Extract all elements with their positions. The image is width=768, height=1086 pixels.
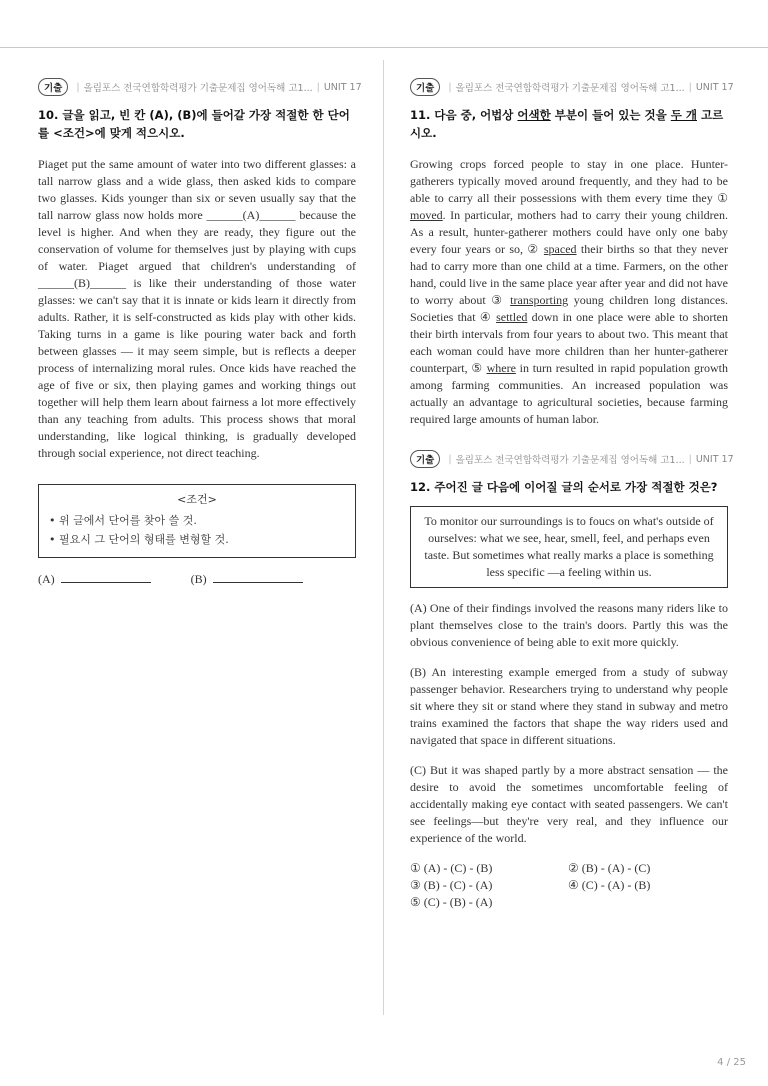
underlined-1: moved	[410, 208, 443, 222]
answer-a[interactable]: (A)	[38, 572, 151, 587]
given-text-box: To monitor our surroundings is to foucs on what's outside of ourselves: what we see, hear, smell, feel, and perhaps even taste. But sometimes what really marks a place is something less specific —a feeling within us.	[410, 506, 728, 588]
question-title: 11. 다음 중, 어법상 어색한 부분이 들어 있는 것을 두 개 고르시오.	[410, 108, 724, 140]
source-label: 올림포스 전국연합학력평가 기출문제집 영어독해 고1...	[83, 83, 313, 94]
unit-label: | UNIT 17	[688, 81, 734, 93]
exam-badge: 기출	[410, 78, 440, 96]
passage: Piaget put the same amount of water into two different glasses: a tall narrow glass and a wide glass, then asked kids to compare two glasses. Kids younger than six or seven usually say that the tall narrow glass now holds more ______(A)______ because the level is higher. And when they are ready, they figure out the conservation of volume for themselves just by playing with cups of water. Piaget argued that children's understanding of ______(B)______ is like their understanding of those water glasses: we can't say that it is innate or kids learn it directly from adults. Rather, it is self-constructed as kids play with other kids. Taking turns in a game is like pouring water back and forth between glasses — it may seem simple, but is reflects a deeper process of internalizing moral rules. Once kids have reached the age of five or six, then playing games and working things out together will help them learn about fairness a lot more effectively than any teaching from adults. This process shows that moral understanding, like logical thinking, is gradually developed through social experience, not direct teaching.	[38, 157, 356, 460]
condition-item: • 필요시 그 단어의 형태를 변형할 것.	[49, 533, 229, 546]
question-12	[410, 450, 734, 911]
passage: Growing crops forced people to stay in one place. Hunter-gatherers typically moved around frequently, and they had to be able to carry all their possessions with them every time they ① moved. In particular, mothers had to carry their young children. As a result, hunter-gatherer mothers could have only one baby every four years or so, ② spaced their births so that they never had to carry more than one child at a time. Farmers, on the other hand, could live in the same place year after year and did not have to worry about ③ transporting young children long distances. Societies that ④ settled down in one place were able to shorten their birth intervals from four years to about two. This meant that each woman could have more children than her hunter-gatherer counterpart, ⑤ where in turn resulted in rapid population growth among farming communities. An increased population was actually an advantage to agricultural societies, because farming required large amounts of human labor.	[410, 157, 728, 426]
choice-5[interactable]: ⑤ (C) - (B) - (A)	[410, 895, 493, 909]
answer-blanks	[38, 572, 356, 587]
underlined-2: spaced	[543, 242, 577, 256]
choice-4[interactable]: ④ (C) - (A) - (B)	[568, 878, 651, 892]
source-label: 올림포스 전국연합학력평가 기출문제집 영어독해 고1...	[455, 455, 685, 466]
underlined-4: settled	[496, 310, 528, 324]
choice-1[interactable]: ① (A) - (C) - (B)	[410, 861, 493, 875]
question-tag: 기출 | 올림포스 전국연합학력평가 기출문제집 영어독해 고1... | UNIT 17	[410, 78, 728, 96]
right-column	[410, 78, 734, 911]
underlined-3: transporting	[510, 293, 569, 307]
unit-label: | UNIT 17	[316, 81, 362, 93]
underlined-5: where	[486, 361, 516, 375]
exam-badge: 기출	[38, 78, 68, 96]
question-title: 12. 주어진 글 다음에 이어질 글의 순서로 가장 적절한 것은?	[410, 480, 718, 494]
paragraph-a: (A) One of their findings involved the reasons many riders like to plant themselves close to the train's doors. Partly this was the obvious convenience of being able to exit more quickly.	[410, 601, 728, 649]
conditions-title: <조건>	[177, 493, 217, 506]
paragraph-c: (C) But it was shaped partly by a more abstract sensation — the desire to avoid the sometimes uncomfortable feeling of accidentally making eye contact with seated passengers. We can't see feelings—but they're very real, and they influence our experience of the world.	[410, 763, 728, 845]
answer-choices	[410, 860, 728, 911]
condition-item: • 위 글에서 단어를 찾아 쓸 것.	[49, 514, 197, 527]
header-rule	[0, 47, 768, 48]
answer-b[interactable]: (B)	[191, 572, 303, 587]
page-number: 4 / 25	[717, 1057, 746, 1068]
column-divider	[383, 60, 384, 1015]
choice-3[interactable]: ③ (B) - (C) - (A)	[410, 878, 493, 892]
source-label: 올림포스 전국연합학력평가 기출문제집 영어독해 고1...	[455, 83, 685, 94]
question-tag: 기출 | 올림포스 전국연합학력평가 기출문제집 영어독해 고1... | UNIT 17	[38, 78, 356, 96]
question-11	[410, 78, 734, 428]
question-tag: 기출 | 올림포스 전국연합학력평가 기출문제집 영어독해 고1... | UNIT 17	[410, 450, 728, 468]
conditions-box	[38, 484, 356, 558]
question-10	[38, 78, 362, 587]
paragraph-b: (B) An interesting example emerged from a study of subway passenger behavior. Researchers trying to understand why people sit where they sit or stand where they stand in subway and metro trains examined the factors that shape the way riders used and navigated that space in different situations.	[410, 665, 728, 747]
choice-2[interactable]: ② (B) - (A) - (C)	[568, 861, 651, 875]
exam-badge: 기출	[410, 450, 440, 468]
question-title: 10. 글을 읽고, 빈 칸 (A), (B)에 들어갈 가장 적절한 한 단어를 <조건>에 맞게 적으시오.	[38, 108, 350, 140]
unit-label: | UNIT 17	[688, 453, 734, 465]
